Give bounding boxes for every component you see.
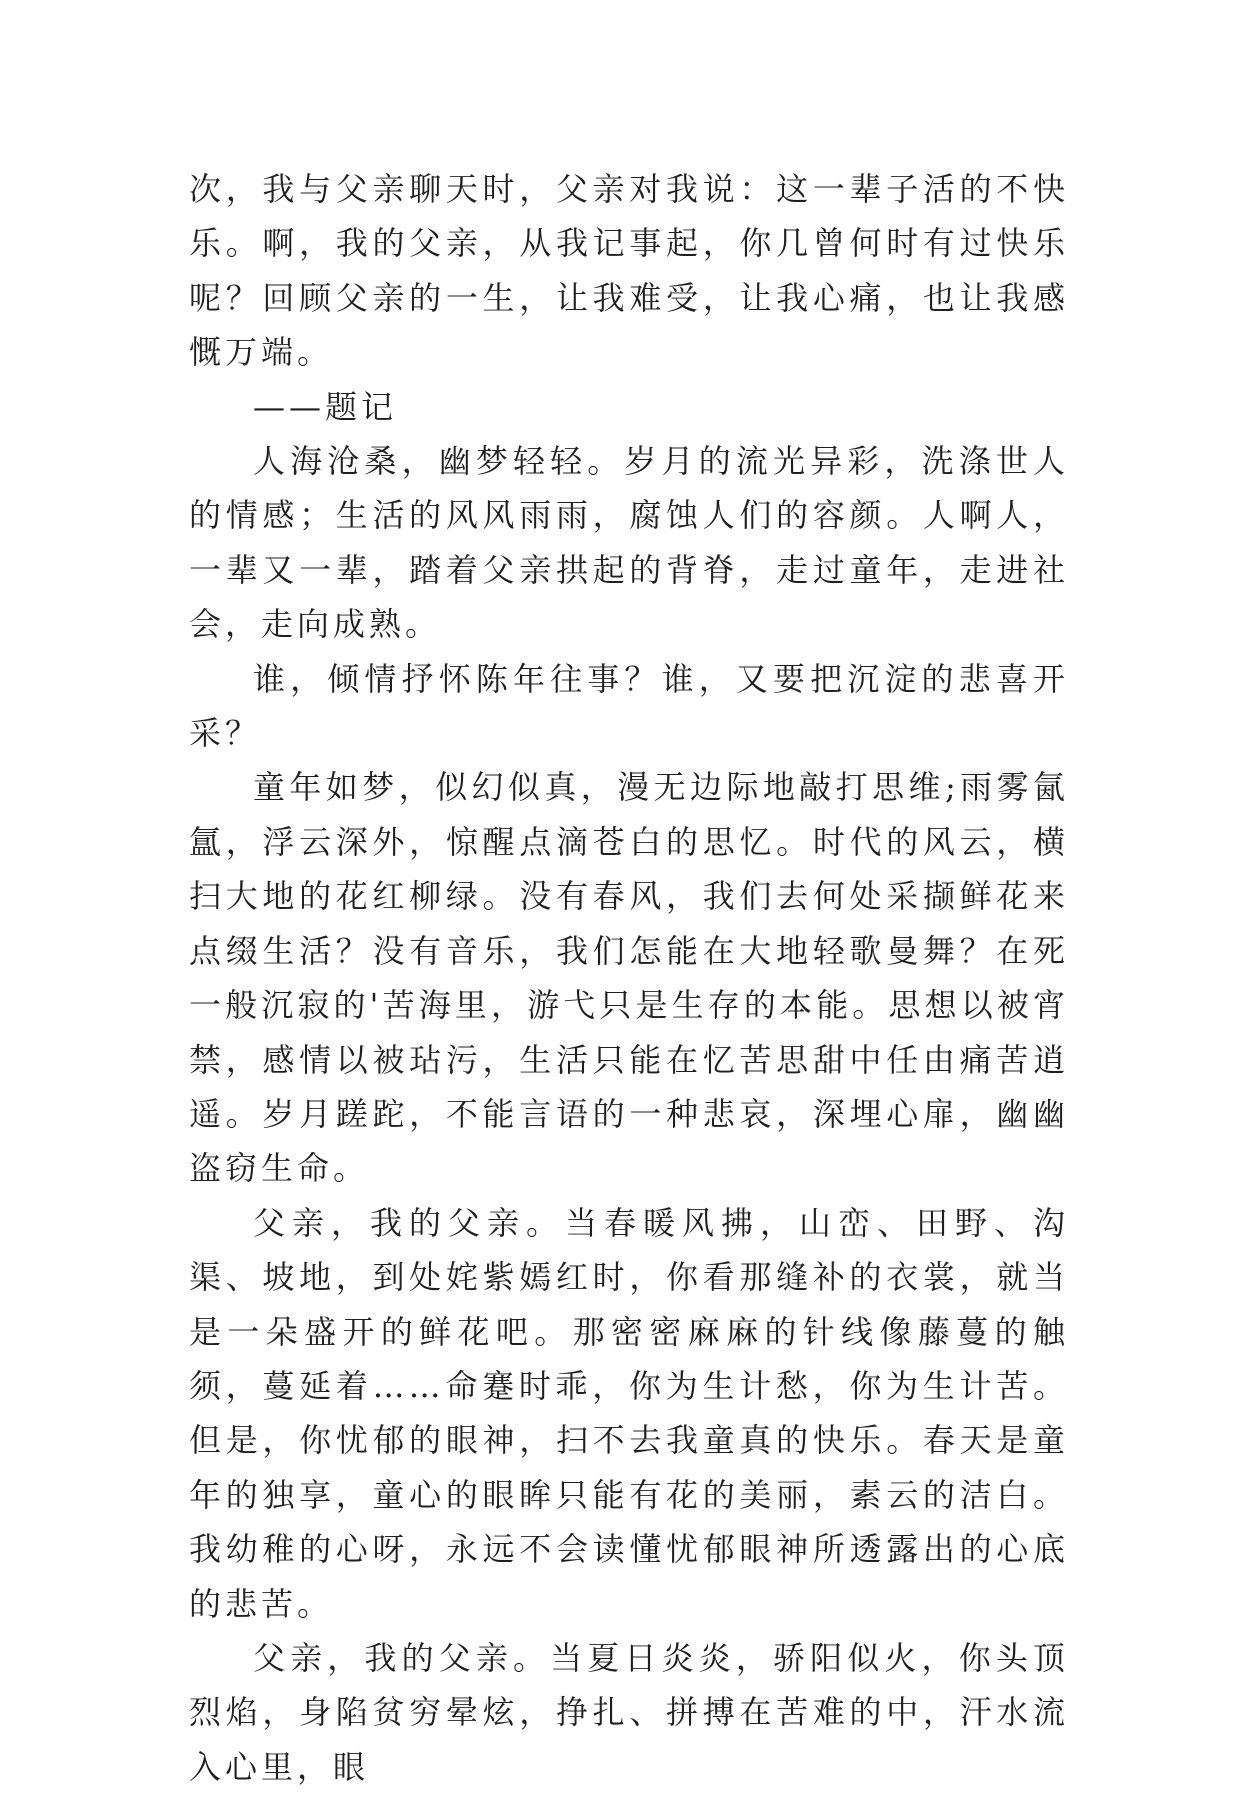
paragraph-epigraph-signature: ——题记 [253,387,398,426]
paragraph-intro: 次，我与父亲聊天时，父亲对我说：这一辈子活的不快乐。啊，我的父亲，从我记事起，你几曾何时有过快乐呢？回顾父亲的一生，让我难受，让我心痛，也让我感慨万端。 [189,170,1069,372]
paragraph: 父亲，我的父亲。当春暖风拂，山峦、田野、沟渠、坡地，到处姹紫嫣红时，你看那缝补的衣裳，就当是一朵盛开的鲜花吧。那密密麻麻的针线像藤蔓的触须，蔓延着……命蹇时乖，你为生计愁，你为生计苦。但是，你忧郁的眼神，扫不去我童真的快乐。春天是童年的独享，童心的眼眸只能有花的美丽，素云的洁白。我幼稚的心呀，永远不会读懂忧郁眼神所透露出的心底的悲苦。 [189,1203,1069,1623]
paragraph: 谁，倾情抒怀陈年往事？谁，又要把沉淀的悲喜开采？ [189,659,1069,753]
document-body [189,162,1069,1794]
paragraph: 童年如梦，似幻似真，漫无边际地敲打思维;雨雾氤氲，浮云深外，惊醒点滴苍白的思忆。时代的风云，横扫大地的花红柳绿。没有春风，我们去何处采撷鲜花来点缀生活？没有音乐，我们怎能在大地轻歌曼舞？在死一般沉寂的'苦海里，游弋只是生存的本能。思想以被宵禁，感情以被玷污，生活只能在忆苦思甜中任由痛苦逍遥。岁月蹉跎，不能言语的一种悲哀，深埋心扉，幽幽盗窃生命。 [189,768,1069,1188]
paragraph: 父亲，我的父亲。当夏日炎炎，骄阳似火，你头顶烈焰，身陷贫穷晕炫，挣扎、拼搏在苦难的中，汗水流入心里，眼 [189,1638,1069,1786]
paragraph: 人海沧桑，幽梦轻轻。岁月的流光异彩，洗涤世人的情感；生活的风风雨雨，腐蚀人们的容颜。人啊人，一辈又一辈，踏着父亲拱起的背脊，走过童年，走进社会，走向成熟。 [189,442,1069,644]
